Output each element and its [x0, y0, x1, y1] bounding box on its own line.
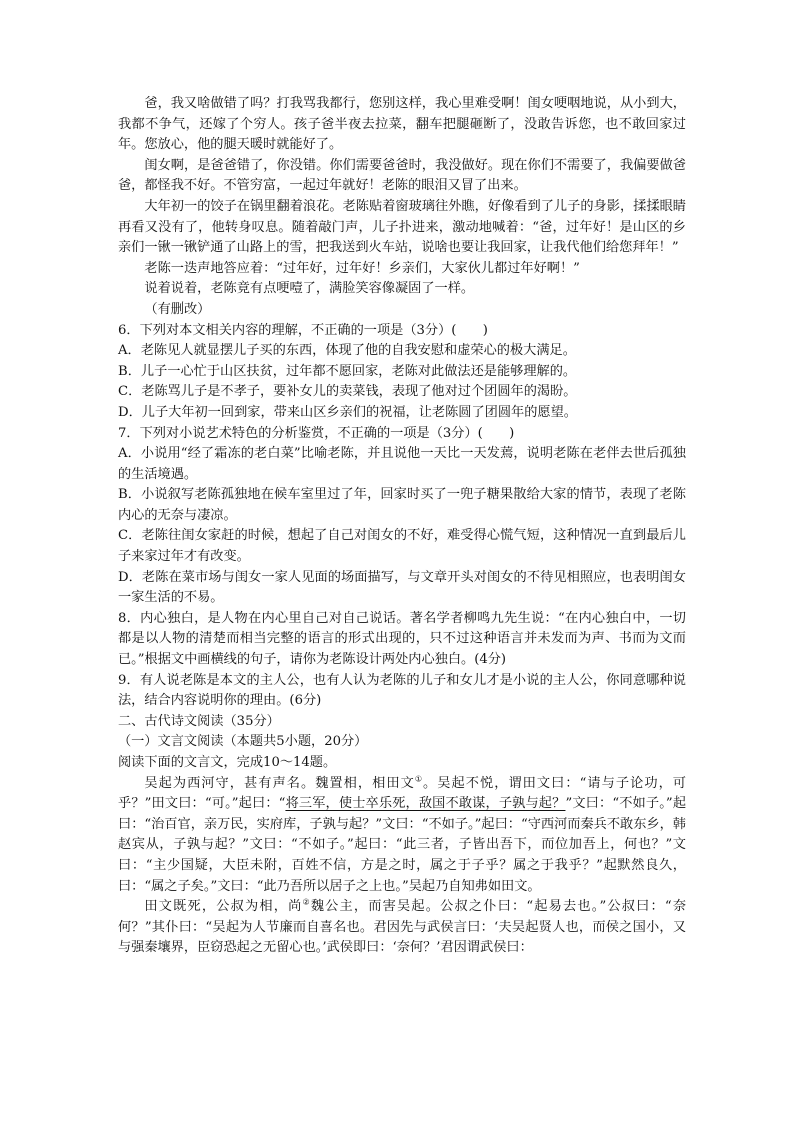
story-paragraph-3: 大年初一的饺子在锅里翻着浪花。老陈贴着窗玻璃往外瞧，好像看到了儿子的身影，揉揉眼睛再看又没有了，他转身叹息。随着敲门声，儿子扑进来，激动地喊着：“爸，过年好！是山区的乡亲们一锹一锹铲通了山路上的雪，把我送到火车站，说啥也要让我回家，让我代他们给您拜年！” [118, 198, 686, 256]
story-paragraph-1: 爸，我又啥做错了吗？打我骂我都行，您别这样，我心里难受啊！闺女哽咽地说，从小到大，我都不争气，还嫁了个穷人。孩子爸半夜去拉菜，翻车把腿砸断了，没敢告诉您，也不敢回家过年。您放心，他的腿天暖时就能好了。 [118, 96, 686, 153]
question-6-option-c: C．老陈骂儿子是不孝子，要补女儿的卖菜钱，表现了他对过个团圆年的渴盼。 [118, 384, 577, 400]
footnote-marker: ② [302, 897, 311, 907]
classical-text: 魏公主，而害吴起。公叔之仆曰：“起易去也。”公叔曰：“奈何？”其仆曰：“吴起为人节廉而自喜名也。君因先与武侯言曰：‘夫吴起贤人也，而侯之国小，又与强秦壤界，臣窃恐起之无留心也。’武侯即曰：‘奈何？’君因谓武侯曰： [118, 899, 687, 956]
question-7: 7．下列对小说艺术特色的分析鉴赏，不正确的一项是（3分）( ) [118, 425, 515, 441]
underlined-sentence: 将三军，使士卒乐死，敌国不敢谋，子孰与起？ [285, 796, 566, 812]
question-7-option-c: C．老陈往闺女家赶的时候，想起了自己对闺女的不好，难受得心慌气短，这种情况一直到最后儿子来家过年才有改变。 [118, 528, 686, 565]
question-7-option-b: B．小说叙写老陈孤独地在候车室里过了年，回家时买了一兜子糖果散给大家的情节，表现了老陈内心的无奈与凄凉。 [118, 487, 686, 523]
question-6-option-a: A．老陈见人就显摆儿子买的东西，体现了他的自我安慰和虚荣心的极大满足。 [118, 343, 576, 359]
question-6-option-d: D．儿子大年初一回到家，带来山区乡亲们的祝福，让老陈圆了团圆年的愿望。 [118, 404, 577, 420]
classical-text: 吴起为西河守，甚有声名。魏置相，相田文 [144, 775, 415, 791]
question-6: 6．下列对本文相关内容的理解，不正确的一项是（3分）( ) [118, 322, 488, 338]
section-title: 二、古代诗文阅读（35分） [118, 713, 280, 729]
story-paragraph-4: 老陈一迭声地答应着：“过年好，过年好！乡亲们，大家伙儿都过年好啊！” [144, 260, 580, 276]
reading-instruction: 阅读下面的文言文，完成10～14题。 [118, 755, 337, 770]
question-7-option-d: D．老陈在菜市场与闺女一家人见面的场面描写，与文章开头对闺女的不待见相照应，也表明闺女一家生活的不易。 [118, 569, 686, 606]
classical-paragraph-1 [118, 774, 686, 898]
source-note: （有删改） [144, 301, 211, 317]
story-paragraph-2: 闺女啊，是爸爸错了，你没错。你们需要爸爸时，我没做好。现在你们不需要了，我偏要做爸爸，都怪我不好。不管穷富，一起过年就好！老陈的眼泪又冒了出来。 [118, 157, 686, 194]
question-9: 9．有人说老陈是本文的主人公，也有人认为老陈的儿子和女儿才是小说的主人公，你同意哪种说法，结合内容说明你的理由。(6分) [118, 672, 686, 709]
story-paragraph-5: 说着说着，老陈竟有点哽噎了，满脸笑容像凝固了一样。 [144, 281, 475, 297]
question-6-option-b: B．儿子一心忙于山区扶贫，过年都不愿回家，老陈对此做法还是能够理解的。 [118, 363, 577, 379]
classical-paragraph-2 [118, 897, 686, 959]
classical-text: 田文既死，公叔为相，尚 [144, 899, 303, 915]
classical-text: ”文曰：“不如子。”起曰：“治百官，亲万民，实府库，子孰与起？”文曰：“不如子。”起曰：“守西河而秦兵不敢东乡，韩赵宾从，子孰与起？”文曰：“不如子。”起曰：“此三者，子皆出吾下，而位加吾上，何也？”文曰：“主少国疑，大臣未附，百姓不信，方是之时，属之于子乎？属之于我乎？”起默然良久，曰：“属之子矣。”文曰：“此乃吾所以居子之上也。”吴起乃自知弗如田文。 [118, 796, 687, 894]
exam-page [118, 94, 686, 959]
classical-text: 。吴起不悦，谓田文曰：“请与子论功，可乎？”田文曰：“可。”起曰：“ [118, 775, 686, 812]
question-7-option-a: A．小说用“经了霜冻的老白菜”比喻老陈，并且说他一天比一天发蔫，说明老陈在老伴去世后孤独的生活境遇。 [118, 446, 686, 482]
subsection-title: （一）文言文阅读（本题共5小题，20分） [118, 734, 368, 750]
question-8: 8．内心独白，是人物在内心里自己对自己说话。著名学者柳鸣九先生说：“在内心独白中，一切都是以人物的清楚而相当完整的语言的形式出现的，只不过这种语言并未发而为声、书而为文而已。”根据文中画横线的句子，请你为老陈设计两处内心独白。(4分) [118, 610, 686, 668]
footnote-marker: ① [414, 774, 424, 784]
